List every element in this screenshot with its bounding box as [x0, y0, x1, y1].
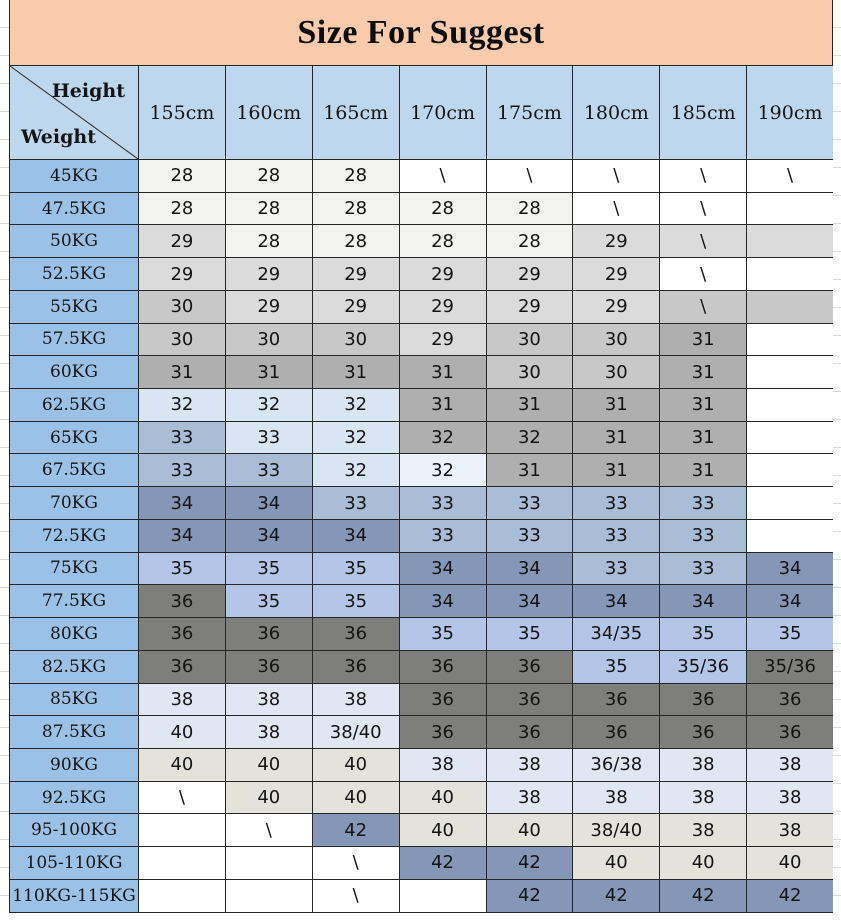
size-cell — [399, 879, 486, 912]
size-cell: 29 — [399, 290, 486, 323]
size-cell: 36 — [573, 716, 660, 749]
table-row — [10, 454, 834, 487]
size-cell: 34/35 — [573, 618, 660, 651]
size-cell: 32 — [486, 421, 573, 454]
size-cell: \ — [660, 192, 747, 225]
size-cell: 36 — [747, 716, 834, 749]
size-cell: 33 — [139, 421, 226, 454]
size-cell: 34 — [486, 585, 573, 618]
size-cell: 33 — [573, 552, 660, 585]
size-cell: 34 — [225, 519, 312, 552]
table-body — [10, 160, 834, 913]
header-row — [10, 66, 834, 160]
table-row — [10, 552, 834, 585]
size-cell — [139, 814, 226, 847]
size-cell: 38/40 — [573, 814, 660, 847]
size-cell: 29 — [139, 225, 226, 258]
column-header: 175cm — [486, 66, 573, 160]
size-cell: 35 — [399, 618, 486, 651]
chart-title: Size For Suggest — [9, 0, 833, 65]
size-cell: 38 — [747, 748, 834, 781]
size-cell: 36 — [660, 716, 747, 749]
size-cell: 34 — [573, 585, 660, 618]
size-cell: 31 — [660, 323, 747, 356]
size-cell: 38 — [486, 781, 573, 814]
size-cell: 28 — [312, 225, 399, 258]
size-cell: 29 — [312, 290, 399, 323]
size-cell: 34 — [486, 552, 573, 585]
weight-label: 52.5KG — [10, 258, 139, 291]
size-cell: 40 — [312, 748, 399, 781]
size-cell: 38 — [139, 683, 226, 716]
size-cell: 31 — [660, 454, 747, 487]
size-cell: 31 — [312, 356, 399, 389]
size-cell — [225, 847, 312, 880]
size-cell: 30 — [486, 356, 573, 389]
size-cell: 29 — [225, 258, 312, 291]
size-cell: \ — [225, 814, 312, 847]
size-cell: 40 — [486, 814, 573, 847]
size-cell: 31 — [225, 356, 312, 389]
size-cell: 38 — [573, 781, 660, 814]
weight-label: 105-110KG — [10, 847, 139, 880]
size-cell: 36 — [573, 683, 660, 716]
size-cell: 36 — [139, 618, 226, 651]
size-cell: 38 — [399, 748, 486, 781]
weight-label: 45KG — [10, 160, 139, 193]
size-cell: 30 — [573, 323, 660, 356]
size-cell: 29 — [573, 258, 660, 291]
size-chart — [9, 0, 833, 922]
size-cell: \ — [486, 160, 573, 193]
size-cell: \ — [660, 258, 747, 291]
table-row — [10, 585, 834, 618]
weight-label: 80KG — [10, 618, 139, 651]
size-cell: 40 — [399, 814, 486, 847]
table-row — [10, 650, 834, 683]
size-cell: 31 — [486, 389, 573, 422]
size-cell: 36 — [399, 650, 486, 683]
size-cell: 35/36 — [747, 650, 834, 683]
size-cell: 36 — [139, 650, 226, 683]
size-cell: 36/38 — [573, 748, 660, 781]
table-row — [10, 225, 834, 258]
size-cell: 42 — [312, 814, 399, 847]
size-cell: 35 — [225, 552, 312, 585]
size-cell: 28 — [225, 160, 312, 193]
size-cell: 33 — [225, 454, 312, 487]
size-cell: 32 — [225, 389, 312, 422]
size-cell: 31 — [573, 421, 660, 454]
size-cell: 36 — [486, 650, 573, 683]
size-chart-table — [9, 65, 834, 913]
column-header: 185cm — [660, 66, 747, 160]
size-cell: 35 — [312, 585, 399, 618]
size-cell: 34 — [747, 552, 834, 585]
size-cell: \ — [747, 160, 834, 193]
table-row — [10, 748, 834, 781]
table-row — [10, 258, 834, 291]
weight-label: 87.5KG — [10, 716, 139, 749]
size-cell: 38 — [660, 814, 747, 847]
size-cell: 34 — [312, 519, 399, 552]
size-cell: 40 — [747, 847, 834, 880]
size-cell: 40 — [660, 847, 747, 880]
weight-label: 90KG — [10, 748, 139, 781]
table-row — [10, 160, 834, 193]
size-cell — [747, 487, 834, 520]
size-cell: 38 — [225, 716, 312, 749]
size-cell — [747, 421, 834, 454]
size-cell — [747, 290, 834, 323]
table-row — [10, 618, 834, 651]
column-header: 160cm — [225, 66, 312, 160]
table-row — [10, 487, 834, 520]
table-row — [10, 290, 834, 323]
table-row — [10, 683, 834, 716]
weight-label: 50KG — [10, 225, 139, 258]
table-row — [10, 356, 834, 389]
table-row — [10, 323, 834, 356]
size-cell: 34 — [747, 585, 834, 618]
size-cell: 29 — [486, 290, 573, 323]
size-cell: 29 — [486, 258, 573, 291]
size-cell: 35 — [747, 618, 834, 651]
size-cell: \ — [660, 225, 747, 258]
size-cell — [747, 192, 834, 225]
size-cell: 31 — [399, 356, 486, 389]
weight-label: 95-100KG — [10, 814, 139, 847]
size-cell: 32 — [312, 389, 399, 422]
size-cell: 36 — [486, 716, 573, 749]
size-cell: \ — [312, 879, 399, 912]
table-row — [10, 389, 834, 422]
size-cell: 28 — [399, 225, 486, 258]
size-cell: 31 — [399, 389, 486, 422]
size-cell: 34 — [225, 487, 312, 520]
size-cell: 30 — [225, 323, 312, 356]
size-cell: 42 — [573, 879, 660, 912]
size-cell: 33 — [225, 421, 312, 454]
size-cell — [139, 879, 226, 912]
size-cell: \ — [573, 192, 660, 225]
size-cell: 31 — [660, 389, 747, 422]
size-cell — [747, 258, 834, 291]
weight-label: 47.5KG — [10, 192, 139, 225]
column-header: 190cm — [747, 66, 834, 160]
corner-cell — [10, 66, 139, 160]
size-cell: 33 — [399, 519, 486, 552]
size-cell: 33 — [660, 519, 747, 552]
size-cell: 31 — [573, 454, 660, 487]
size-cell: 34 — [660, 585, 747, 618]
size-cell: 33 — [486, 487, 573, 520]
size-cell: 35 — [139, 552, 226, 585]
size-cell: \ — [660, 290, 747, 323]
size-cell: 36 — [399, 683, 486, 716]
table-row — [10, 879, 834, 912]
size-cell: 38/40 — [312, 716, 399, 749]
size-cell: 42 — [660, 879, 747, 912]
weight-label: 70KG — [10, 487, 139, 520]
sheet-bottom-margin — [9, 913, 833, 922]
weight-label: 85KG — [10, 683, 139, 716]
size-cell: 38 — [225, 683, 312, 716]
size-cell: \ — [312, 847, 399, 880]
size-cell: 40 — [312, 781, 399, 814]
size-cell: 32 — [312, 454, 399, 487]
size-cell: 29 — [399, 258, 486, 291]
size-cell: 32 — [399, 454, 486, 487]
size-cell: 36 — [225, 618, 312, 651]
size-cell: 30 — [139, 290, 226, 323]
weight-label: 57.5KG — [10, 323, 139, 356]
weight-label: 92.5KG — [10, 781, 139, 814]
size-cell: 28 — [139, 192, 226, 225]
size-cell — [225, 879, 312, 912]
weight-label: 65KG — [10, 421, 139, 454]
size-cell: 31 — [139, 356, 226, 389]
size-cell: 40 — [139, 748, 226, 781]
size-cell: 28 — [139, 160, 226, 193]
size-cell: 33 — [312, 487, 399, 520]
size-cell: 30 — [312, 323, 399, 356]
size-cell: 29 — [312, 258, 399, 291]
sheet-left-margin — [0, 0, 9, 922]
size-cell: 28 — [312, 160, 399, 193]
sheet-right-margin — [833, 0, 841, 922]
size-cell: \ — [573, 160, 660, 193]
size-cell: 36 — [747, 683, 834, 716]
size-cell: 30 — [573, 356, 660, 389]
size-cell: 32 — [399, 421, 486, 454]
size-cell: 35 — [312, 552, 399, 585]
size-cell: 33 — [573, 487, 660, 520]
column-header: 165cm — [312, 66, 399, 160]
size-cell: 42 — [486, 879, 573, 912]
size-cell — [747, 389, 834, 422]
weight-label: 67.5KG — [10, 454, 139, 487]
size-cell: 33 — [139, 454, 226, 487]
size-cell — [747, 225, 834, 258]
size-cell: 29 — [225, 290, 312, 323]
table-row — [10, 781, 834, 814]
size-cell: 31 — [660, 421, 747, 454]
column-header: 170cm — [399, 66, 486, 160]
size-cell: 32 — [312, 421, 399, 454]
size-cell: \ — [399, 160, 486, 193]
table-row — [10, 847, 834, 880]
size-cell: 30 — [139, 323, 226, 356]
size-cell: 35 — [660, 618, 747, 651]
size-cell: 33 — [660, 487, 747, 520]
size-cell: 36 — [660, 683, 747, 716]
size-cell: 38 — [747, 781, 834, 814]
column-header: 155cm — [139, 66, 226, 160]
weight-label: 82.5KG — [10, 650, 139, 683]
size-cell: 38 — [660, 781, 747, 814]
column-header: 180cm — [573, 66, 660, 160]
size-cell: 38 — [747, 814, 834, 847]
size-cell: 29 — [399, 323, 486, 356]
weight-label: 72.5KG — [10, 519, 139, 552]
size-cell: 40 — [573, 847, 660, 880]
size-cell: 40 — [139, 716, 226, 749]
size-cell: 36 — [139, 585, 226, 618]
size-cell: 29 — [573, 290, 660, 323]
size-cell — [747, 454, 834, 487]
size-cell: 38 — [486, 748, 573, 781]
weight-label: 110KG-115KG — [10, 879, 139, 912]
table-row — [10, 814, 834, 847]
size-cell: 40 — [399, 781, 486, 814]
size-cell: \ — [139, 781, 226, 814]
table-row — [10, 716, 834, 749]
size-cell: 38 — [660, 748, 747, 781]
size-cell — [747, 356, 834, 389]
size-cell: 36 — [486, 683, 573, 716]
size-cell: 36 — [312, 618, 399, 651]
table-row — [10, 192, 834, 225]
size-cell: 29 — [573, 225, 660, 258]
size-cell: 31 — [573, 389, 660, 422]
weight-label: 62.5KG — [10, 389, 139, 422]
size-cell: 31 — [486, 454, 573, 487]
size-cell: 34 — [139, 519, 226, 552]
weight-label: 60KG — [10, 356, 139, 389]
size-cell — [139, 847, 226, 880]
size-cell: 32 — [139, 389, 226, 422]
size-cell: 36 — [399, 716, 486, 749]
size-cell: 42 — [747, 879, 834, 912]
table-row — [10, 519, 834, 552]
size-cell: 30 — [486, 323, 573, 356]
size-cell: 28 — [312, 192, 399, 225]
size-cell: 35 — [573, 650, 660, 683]
size-cell: 35 — [486, 618, 573, 651]
weight-label: 75KG — [10, 552, 139, 585]
size-cell: 34 — [399, 585, 486, 618]
size-cell: 28 — [399, 192, 486, 225]
size-cell: 35/36 — [660, 650, 747, 683]
size-cell — [747, 519, 834, 552]
size-cell: 36 — [312, 650, 399, 683]
size-cell: 28 — [486, 192, 573, 225]
corner-height-label: Height — [51, 80, 125, 102]
size-cell: 38 — [312, 683, 399, 716]
size-cell: 33 — [573, 519, 660, 552]
size-cell — [747, 323, 834, 356]
size-cell: 42 — [399, 847, 486, 880]
size-cell: 29 — [139, 258, 226, 291]
size-cell: 34 — [139, 487, 226, 520]
corner-weight-label: Weight — [21, 126, 96, 148]
weight-label: 55KG — [10, 290, 139, 323]
size-cell: 35 — [225, 585, 312, 618]
size-cell: 33 — [660, 552, 747, 585]
size-cell: 40 — [225, 748, 312, 781]
size-cell: 28 — [486, 225, 573, 258]
size-cell: \ — [660, 160, 747, 193]
size-cell: 42 — [486, 847, 573, 880]
size-cell: 28 — [225, 225, 312, 258]
size-cell: 40 — [225, 781, 312, 814]
size-cell: 31 — [660, 356, 747, 389]
size-cell: 34 — [399, 552, 486, 585]
table-row — [10, 421, 834, 454]
size-cell: 33 — [399, 487, 486, 520]
size-cell: 33 — [486, 519, 573, 552]
size-cell: 28 — [225, 192, 312, 225]
size-cell: 36 — [225, 650, 312, 683]
weight-label: 77.5KG — [10, 585, 139, 618]
